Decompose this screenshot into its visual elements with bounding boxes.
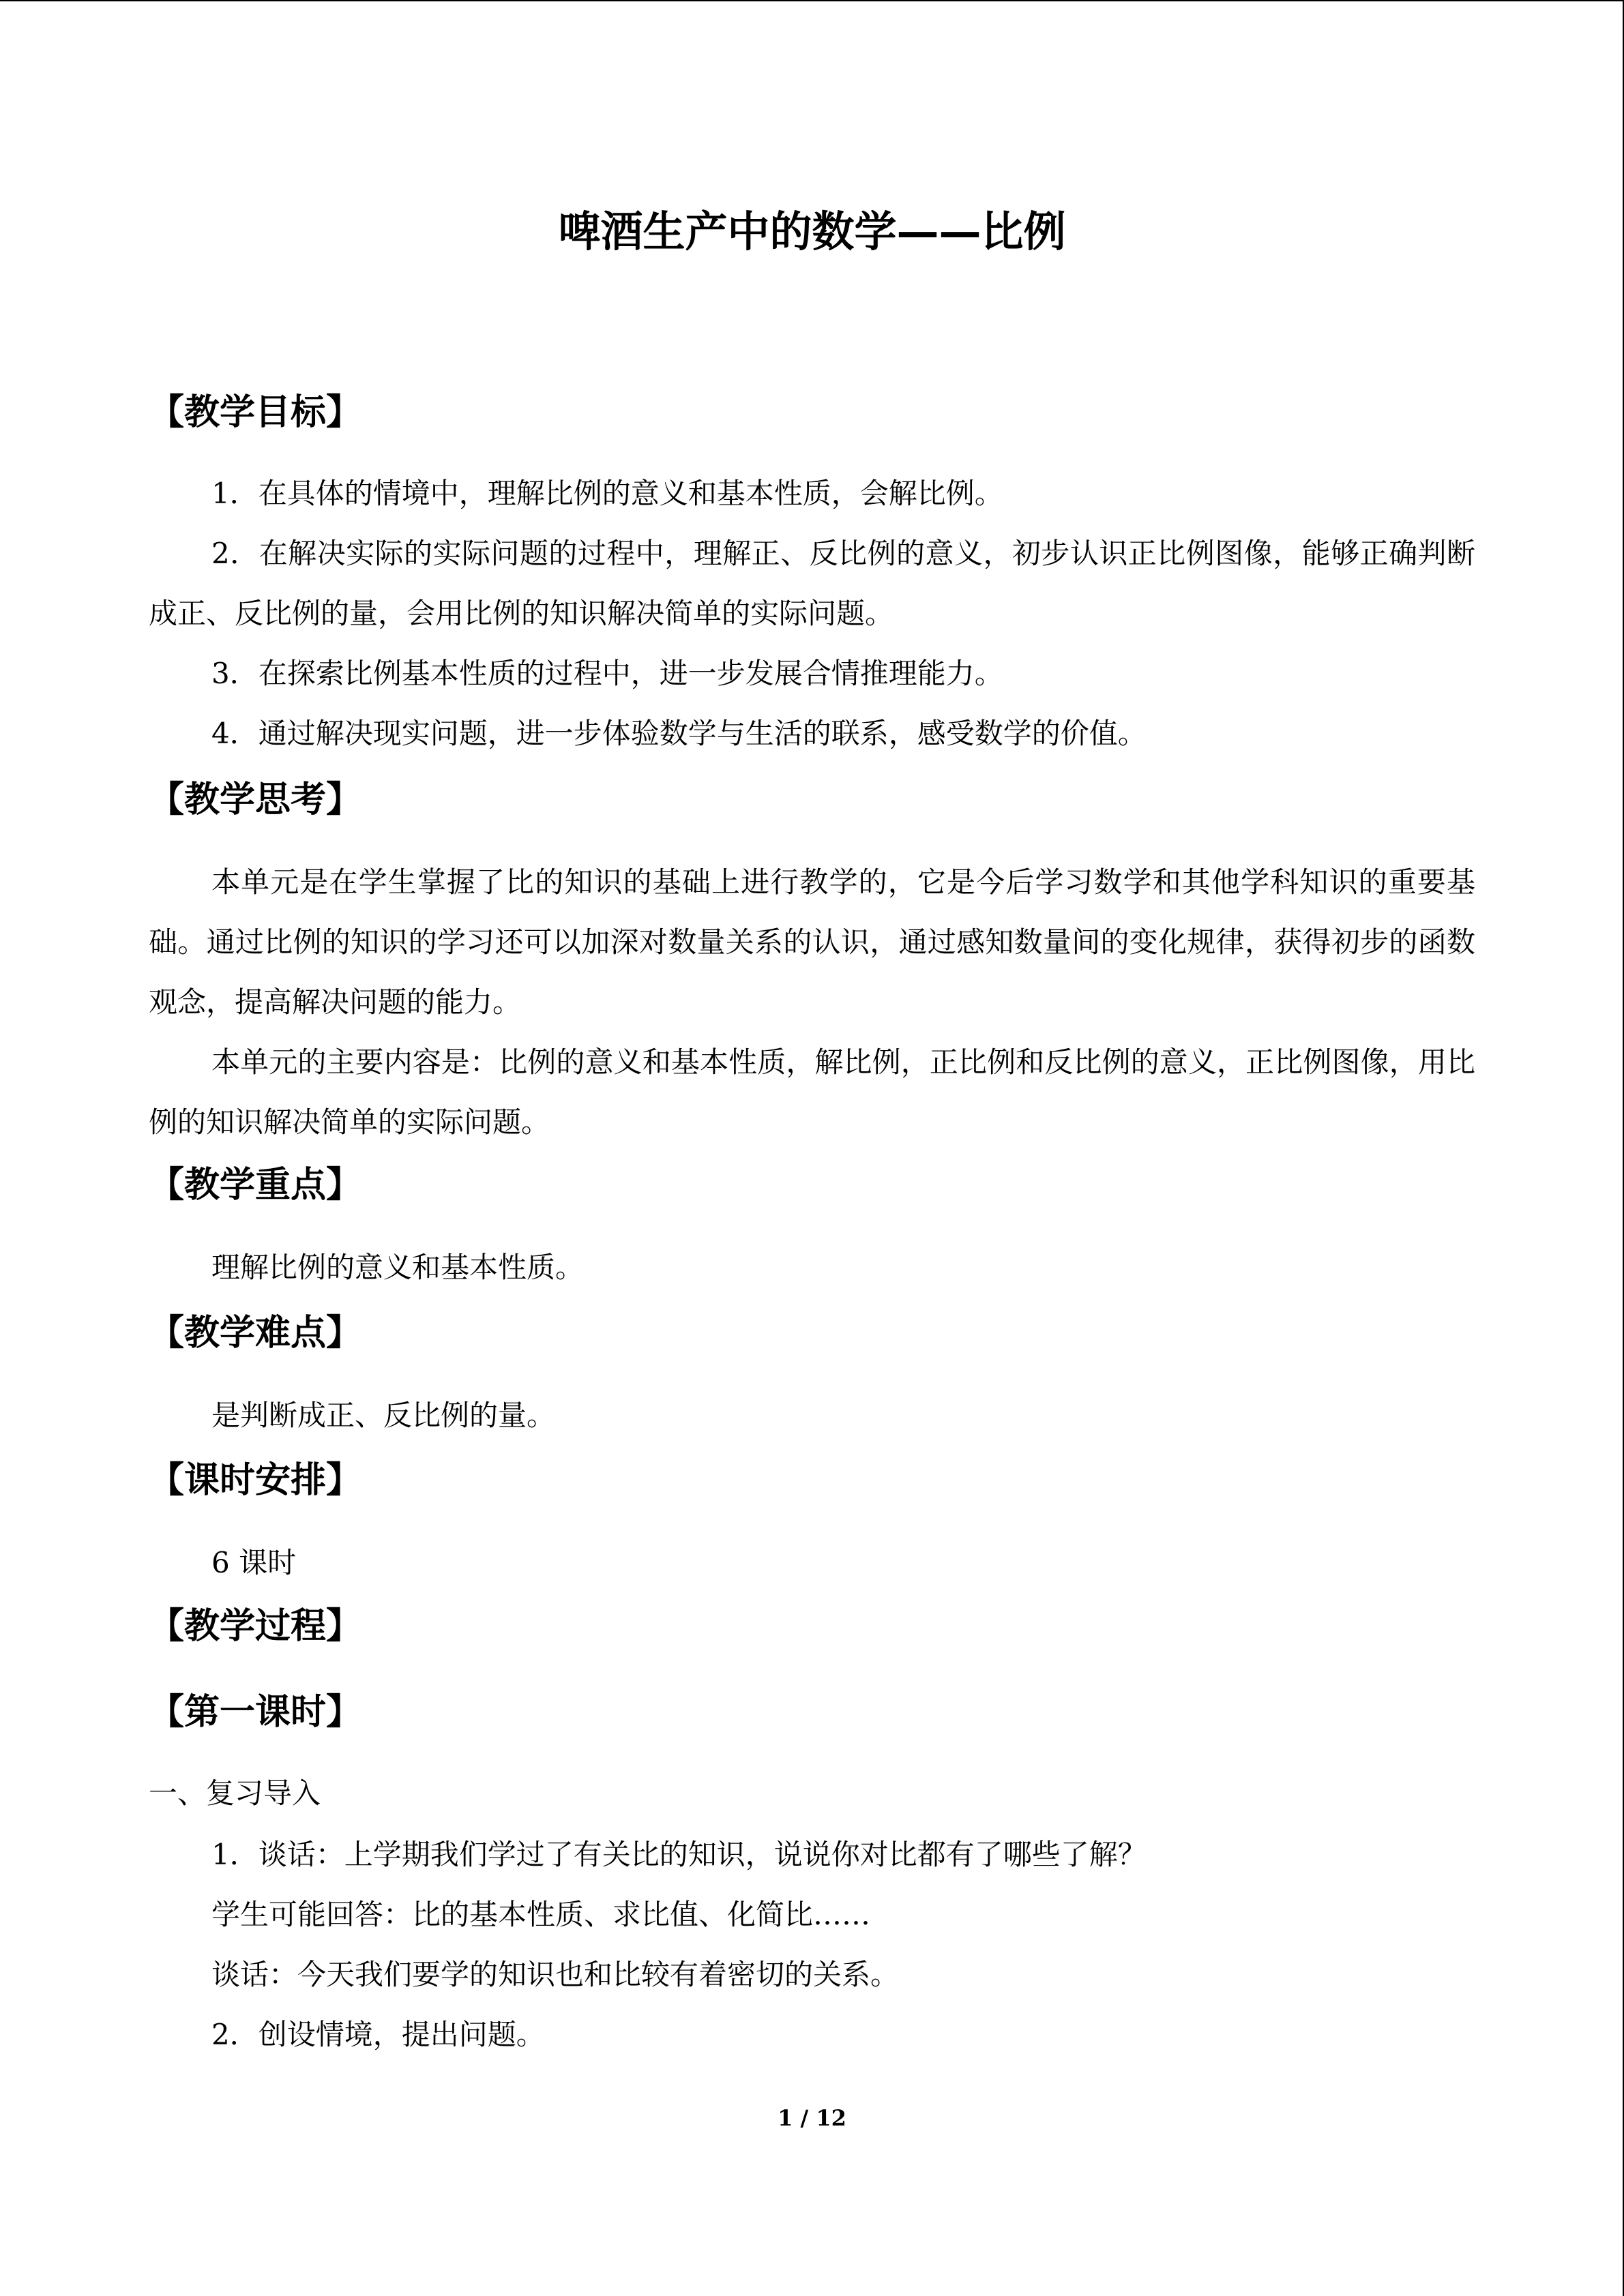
lesson-1-line-4: 2．创设情境，提出问题。	[211, 2018, 545, 2051]
thinking-paragraph-1: 本单元是在学生掌握了比的知识的基础上进行教学的，它是今后学习数学和其他学科知识的重要基础。通过比例的知识的学习还可以加深对数量关系的认识，通过感知数量间的变化规律，获得初步的函数观念，提高解决问题的能力。	[149, 865, 1475, 1019]
heading-process: 【教学过程】	[149, 1606, 362, 1647]
heading-thinking: 【教学思考】	[149, 779, 362, 820]
heading-key-points: 【教学重点】	[149, 1165, 362, 1206]
objective-item-4: 4．通过解决现实问题，进一步体验数学与生活的联系，感受数学的价值。	[211, 717, 1147, 750]
objective-item-3: 3．在探索比例基本性质的过程中，进一步发展合情推理能力。	[211, 657, 1003, 690]
lesson-1-line-3: 谈话：今天我们要学的知识也和比较有着密切的关系。	[211, 1958, 900, 1991]
thinking-paragraph-2: 本单元的主要内容是：比例的意义和基本性质，解比例，正比例和反比例的意义，正比例图像，用比例的知识解决简单的实际问题。	[149, 1045, 1475, 1139]
lesson-1-line-2: 学生可能回答：比的基本性质、求比值、化简比……	[211, 1898, 871, 1931]
document-title: 啤酒生产中的数学——比例	[558, 207, 1066, 256]
heading-schedule: 【课时安排】	[149, 1460, 362, 1501]
difficulties-text: 是判断成正、反比例的量。	[211, 1399, 556, 1432]
heading-difficulties: 【教学难点】	[149, 1313, 362, 1354]
page-number: 1 / 12	[778, 2105, 846, 2131]
objective-item-2: 2．在解决实际的实际问题的过程中，理解正、反比例的意义，初步认识正比例图像，能够正确判断成正、反比例的量，会用比例的知识解决简单的实际问题。	[149, 537, 1475, 630]
schedule-text: 6 课时	[211, 1546, 297, 1579]
lesson-1-line-1: 1．谈话：上学期我们学过了有关比的知识，说说你对比都有了哪些了解？	[211, 1838, 1147, 1871]
objective-item-1: 1．在具体的情境中，理解比例的意义和基本性质，会解比例。	[211, 477, 1003, 510]
heading-lesson-1: 【第一课时】	[149, 1692, 362, 1733]
lesson-1-subheading: 一、复习导入	[149, 1776, 321, 1810]
heading-objectives: 【教学目标】	[149, 392, 362, 433]
key-points-text: 理解比例的意义和基本性质。	[211, 1251, 585, 1284]
